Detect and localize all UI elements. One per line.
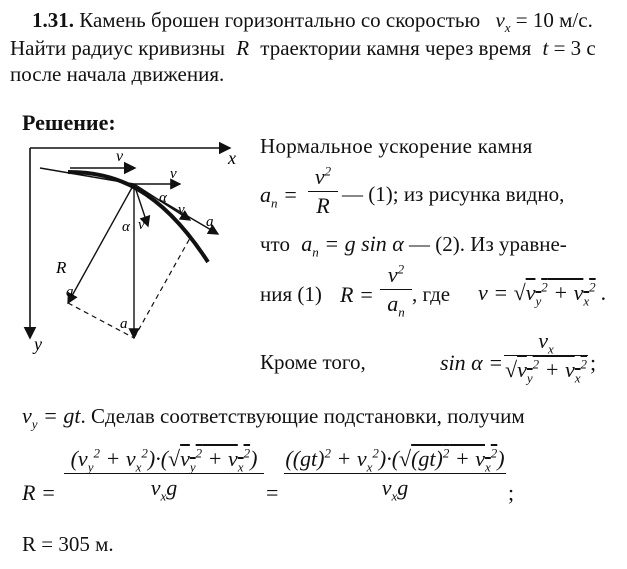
solution-text-1: Нормальное ускорение камня [260, 134, 533, 158]
problem-number: 1.31. [32, 8, 74, 32]
vy-formula: $v_y$ = gt [22, 403, 81, 432]
radius-label: R [56, 258, 67, 277]
r-symbol: R = [340, 282, 374, 307]
problem-line-1 [32, 8, 593, 36]
solution-heading: Решение: [22, 110, 116, 135]
problem-text-2b: траектории камня через время [260, 36, 532, 60]
solution-text-6 [22, 403, 525, 432]
solution-text-4a: ния (1) [260, 282, 322, 306]
text-substitution: . Сделав соответствующие подстановки, получим [80, 404, 525, 428]
v-label: v [178, 202, 185, 218]
problem-line-2 [10, 36, 596, 60]
problem-text-1: Камень брошен горизонтально со скоростью [79, 8, 481, 32]
trajectory-figure [20, 138, 250, 358]
radius-line-2 [40, 168, 134, 184]
radius-line [68, 184, 134, 303]
sin-alpha-symbol: sin α = [440, 350, 504, 375]
answer: R = 305 м. [22, 532, 114, 556]
big-fraction-2: $((gt)^2 + v_x^2)\cdot(√(gt)^2 + v_x^2)$ $v_xg$ [285, 445, 505, 504]
solution-text-2: — (1); из рисунка видно, [342, 182, 565, 206]
solution-text-3 [260, 231, 567, 260]
big-fraction-1: $(v_y^2 + v_x^2)\cdot(√v_y^2 + v_x^2)$ $v_xg$ [64, 446, 264, 501]
vx-subscript: x [504, 20, 511, 36]
formula-2: $a_n = g$ sin α [301, 231, 404, 260]
solution-text-4b: , где [412, 282, 451, 306]
vy-label: v [138, 217, 145, 233]
y-axis-label: y [34, 334, 42, 354]
problem-line-3 [10, 62, 224, 86]
time-symbol: t [542, 36, 549, 60]
an-label: a [66, 284, 74, 300]
formula-r-fraction: $v^2$ $a_n$ [380, 262, 412, 317]
big-r-symbol: R = [22, 480, 56, 505]
problem-text-2a: Найти радиус кривизны [10, 36, 225, 60]
at-label: a [206, 214, 214, 230]
time-value: = 3 с [553, 36, 596, 60]
vx-symbol: v [495, 8, 505, 32]
text-chto: что [260, 232, 290, 256]
problem-text-3: после начала движения. [10, 62, 225, 86]
vx-mid-label: v [170, 166, 177, 182]
semicolon-1: ; [590, 350, 597, 375]
an-symbol: $a_n$ = [260, 182, 298, 211]
text-iz-uravne: — (2). Из уравне- [409, 232, 567, 256]
alpha-2-label: α [122, 219, 130, 235]
sin-alpha-fraction: $v_x$ $√v_y^2 + v_x^2$ [504, 328, 588, 386]
formula-1-fraction: $v^2$ R [308, 164, 338, 219]
solution-text-5: Кроме того, [260, 350, 366, 374]
v-formula: $v = √v_y^2 + v_x^2$ . [478, 279, 607, 309]
equals-sign: = [266, 480, 279, 505]
radius-symbol: R [236, 36, 250, 60]
vx-top-label: v [116, 148, 124, 165]
x-axis-label: x [228, 148, 236, 168]
a-label: a [120, 316, 128, 332]
dashed-line-2 [134, 238, 190, 338]
semicolon-2: ; [508, 480, 515, 505]
vx-value: = 10 м/с. [515, 8, 593, 32]
alpha-1-label: α [159, 190, 167, 206]
